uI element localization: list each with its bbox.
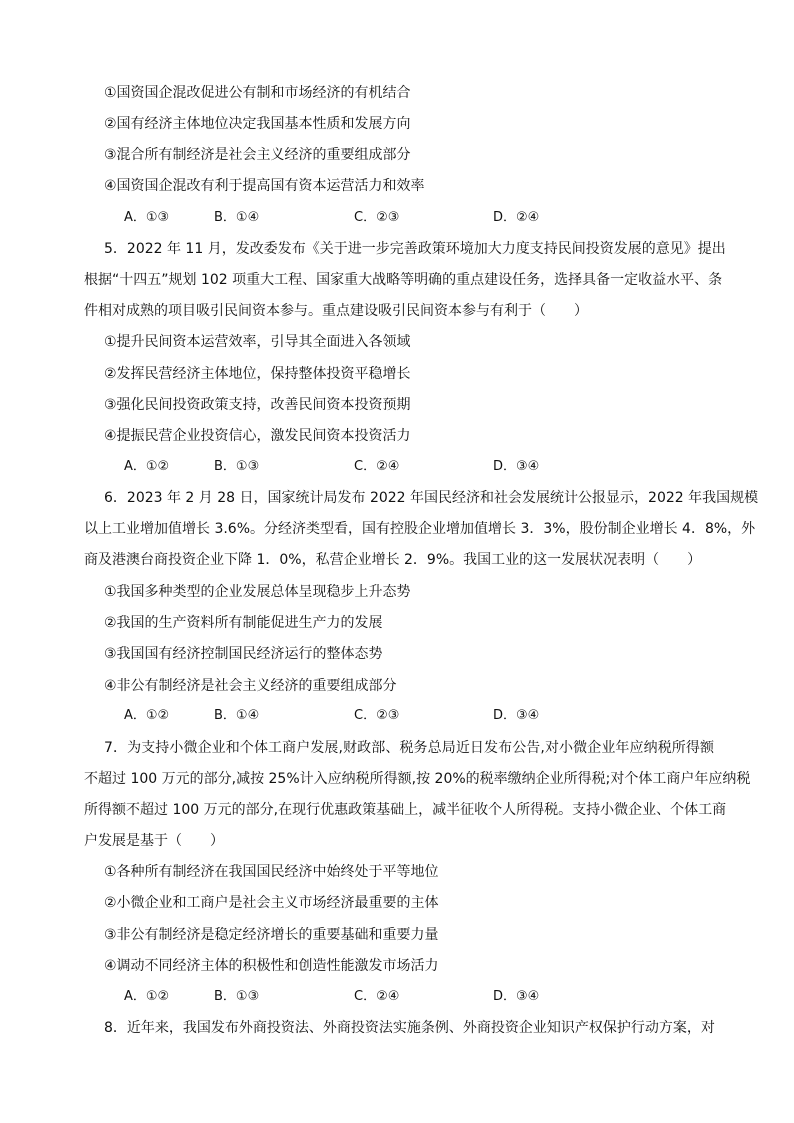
- q5-choice-b: B．①③: [214, 459, 260, 474]
- q7-choice-c: C．②④: [354, 989, 400, 1004]
- q7-option-2: ②小微企业和工商户是社会主义市场经济最重要的主体: [104, 895, 439, 911]
- q6-choice-d: D．③④: [493, 708, 540, 723]
- q6-option-2: ②我国的生产资料所有制能促进生产力的发展: [104, 615, 383, 631]
- q7-choice-b: B．①③: [214, 989, 260, 1004]
- q7-stem-line-2: 不超过 100 万元的部分,减按 25%计入应纳税所得额,按 20%的税率缴纳企业所得税;对个体工商户年应纳税: [84, 771, 751, 787]
- q6-choice-a: A．①②: [124, 708, 170, 723]
- q6-choice-c: C．②③: [354, 708, 400, 723]
- q5-choice-a: A．①②: [124, 459, 170, 474]
- q6-stem-line-2: 以上工业增加值增长 3.6%。分经济类型看，国有控股企业增加值增长 3．3%，股份制企业增长 4．8%，外: [84, 521, 756, 537]
- q6-choice-b: B．①④: [214, 708, 260, 723]
- q6-stem-line-1: 6．2023 年 2 月 28 日，国家统计局发布 2022 年国民经济和社会发展统计公报显示，2022 年我国规模: [104, 490, 759, 506]
- q6-option-3: ③我国国有经济控制国民经济运行的整体态势: [104, 646, 383, 662]
- q8-stem-line-1: 8．近年来，我国发布外商投资法、外商投资法实施条例、外商投资企业知识产权保护行动方案，对: [104, 1020, 715, 1036]
- q5-option-2: ②发挥民营经济主体地位，保持整体投资平稳增长: [104, 366, 411, 382]
- q5-choice-d: D．③④: [493, 459, 540, 474]
- q5-stem-line-2: 根据“十四五”规划 102 项重大工程、国家重大战略等明确的重点建设任务，选择具备一定收益水平、条: [84, 272, 723, 288]
- q5-choice-c: C．②④: [354, 459, 400, 474]
- q7-choice-d: D．③④: [493, 989, 540, 1004]
- q6-stem-line-3: 商及港澳台商投资企业下降 1．0%，私营企业增长 2．9%。我国工业的这一发展状况表明（ ）: [84, 552, 702, 568]
- q4-choice-a: A．①③: [124, 210, 170, 225]
- q7-stem-line-1: 7．为支持小微企业和个体工商户发展,财政部、税务总局近日发布公告,对小微企业年应纳税所得额: [104, 740, 714, 756]
- q5-option-1: ①提升民间资本运营效率，引导其全面进入各领域: [104, 334, 411, 350]
- q4-option-3: ③混合所有制经济是社会主义经济的重要组成部分: [104, 147, 411, 163]
- q7-option-1: ①各种所有制经济在我国国民经济中始终处于平等地位: [104, 864, 439, 880]
- q5-stem-line-3: 件相对成熟的项目吸引民间资本参与。重点建设吸引民间资本参与有利于（ ）: [84, 303, 588, 319]
- q4-choice-c: C．②③: [354, 210, 400, 225]
- q5-stem-line-1: 5．2022 年 11 月，发改委发布《关于进一步完善政策环境加大力度支持民间投资发展的意见》提出: [104, 241, 726, 257]
- q7-choice-a: A．①②: [124, 989, 170, 1004]
- q4-choice-b: B．①④: [214, 210, 260, 225]
- q4-option-4: ④国资国企混改有利于提高国有资本运营活力和效率: [104, 178, 425, 194]
- q4-option-1: ①国资国企混改促进公有制和市场经济的有机结合: [104, 85, 411, 101]
- q6-option-1: ①我国多种类型的企业发展总体呈现稳步上升态势: [104, 584, 411, 600]
- q7-stem-line-4: 户发展是基于（ ）: [84, 833, 224, 849]
- q7-option-4: ④调动不同经济主体的积极性和创造性能激发市场活力: [104, 958, 439, 974]
- q5-option-3: ③强化民间投资政策支持，改善民间资本投资预期: [104, 397, 411, 413]
- q7-stem-line-3: 所得额不超过 100 万元的部分,在现行优惠政策基础上，减半征收个人所得税。支持小微企业、个体工商: [84, 802, 727, 818]
- q4-option-2: ②国有经济主体地位决定我国基本性质和发展方向: [104, 116, 411, 132]
- q4-choice-d: D．②④: [493, 210, 540, 225]
- q7-option-3: ③非公有制经济是稳定经济增长的重要基础和重要力量: [104, 927, 439, 943]
- q5-option-4: ④提振民营企业投资信心，激发民间资本投资活力: [104, 428, 411, 444]
- q6-option-4: ④非公有制经济是社会主义经济的重要组成部分: [104, 678, 397, 694]
